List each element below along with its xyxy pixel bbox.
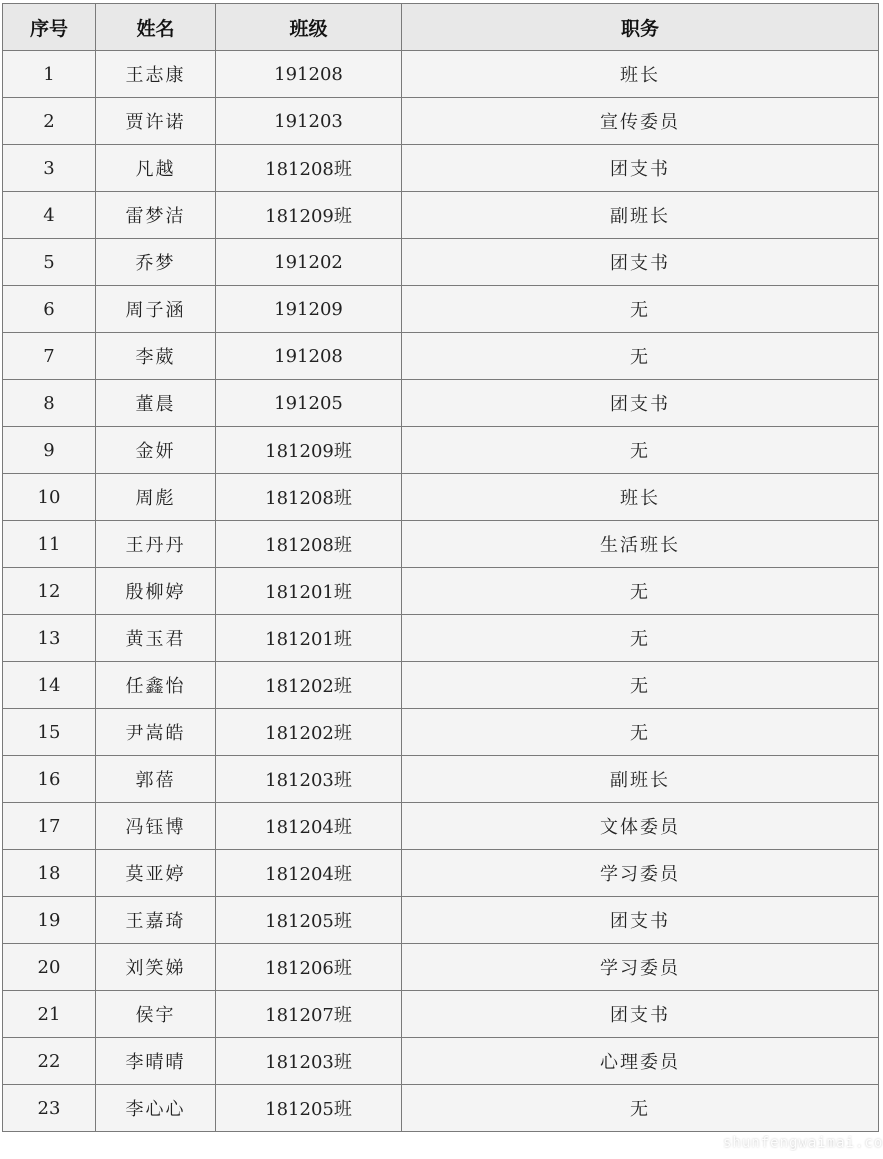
cell-class: 191203 [216, 98, 402, 145]
cell-position: 无 [402, 333, 879, 380]
cell-index: 4 [3, 192, 96, 239]
cell-class: 181209班 [216, 192, 402, 239]
cell-class: 191202 [216, 239, 402, 286]
cell-index: 2 [3, 98, 96, 145]
table-row [3, 145, 879, 192]
cell-position: 无 [402, 1085, 879, 1132]
table-row [3, 427, 879, 474]
cell-index: 13 [3, 615, 96, 662]
cell-name: 莫亚婷 [96, 850, 216, 897]
header-position: 职务 [402, 4, 879, 51]
cell-class: 181203班 [216, 756, 402, 803]
cell-index: 3 [3, 145, 96, 192]
cell-index: 1 [3, 51, 96, 98]
cell-class: 181205班 [216, 897, 402, 944]
student-table-wrapper [2, 3, 878, 1132]
cell-class: 181205班 [216, 1085, 402, 1132]
cell-name: 李晴晴 [96, 1038, 216, 1085]
cell-index: 23 [3, 1085, 96, 1132]
table-row [3, 944, 879, 991]
cell-name: 王志康 [96, 51, 216, 98]
cell-position: 团支书 [402, 145, 879, 192]
cell-class: 191208 [216, 333, 402, 380]
table-row [3, 98, 879, 145]
cell-name: 董晨 [96, 380, 216, 427]
cell-position: 团支书 [402, 380, 879, 427]
table-row [3, 380, 879, 427]
cell-index: 14 [3, 662, 96, 709]
table-row [3, 521, 879, 568]
cell-name: 黄玉君 [96, 615, 216, 662]
table-row [3, 615, 879, 662]
cell-index: 5 [3, 239, 96, 286]
table-row [3, 803, 879, 850]
cell-index: 6 [3, 286, 96, 333]
table-row [3, 333, 879, 380]
cell-index: 16 [3, 756, 96, 803]
cell-position: 生活班长 [402, 521, 879, 568]
cell-name: 李葳 [96, 333, 216, 380]
cell-class: 181207班 [216, 991, 402, 1038]
table-row [3, 474, 879, 521]
cell-index: 19 [3, 897, 96, 944]
watermark-text: shunfengwaimai.co [723, 1135, 883, 1151]
cell-index: 8 [3, 380, 96, 427]
cell-name: 刘笑娣 [96, 944, 216, 991]
cell-position: 文体委员 [402, 803, 879, 850]
cell-index: 21 [3, 991, 96, 1038]
cell-position: 班长 [402, 51, 879, 98]
cell-position: 无 [402, 615, 879, 662]
table-row [3, 51, 879, 98]
cell-name: 贾许诺 [96, 98, 216, 145]
table-row [3, 1038, 879, 1085]
cell-name: 金妍 [96, 427, 216, 474]
table-row [3, 192, 879, 239]
cell-name: 王丹丹 [96, 521, 216, 568]
cell-name: 任鑫怡 [96, 662, 216, 709]
cell-class: 181208班 [216, 521, 402, 568]
cell-index: 18 [3, 850, 96, 897]
table-row [3, 991, 879, 1038]
cell-name: 周子涵 [96, 286, 216, 333]
cell-position: 团支书 [402, 897, 879, 944]
cell-class: 181204班 [216, 850, 402, 897]
cell-name: 王嘉琦 [96, 897, 216, 944]
cell-position: 团支书 [402, 239, 879, 286]
cell-index: 12 [3, 568, 96, 615]
cell-class: 181203班 [216, 1038, 402, 1085]
cell-class: 181209班 [216, 427, 402, 474]
cell-position: 无 [402, 662, 879, 709]
table-row [3, 850, 879, 897]
table-row [3, 662, 879, 709]
cell-class: 181202班 [216, 709, 402, 756]
cell-position: 学习委员 [402, 850, 879, 897]
cell-name: 郭蓓 [96, 756, 216, 803]
cell-index: 15 [3, 709, 96, 756]
cell-position: 班长 [402, 474, 879, 521]
cell-index: 11 [3, 521, 96, 568]
cell-name: 凡越 [96, 145, 216, 192]
cell-name: 殷柳婷 [96, 568, 216, 615]
cell-name: 冯钰博 [96, 803, 216, 850]
cell-class: 181208班 [216, 474, 402, 521]
cell-position: 心理委员 [402, 1038, 879, 1085]
cell-class: 191205 [216, 380, 402, 427]
cell-position: 无 [402, 286, 879, 333]
cell-index: 9 [3, 427, 96, 474]
cell-position: 无 [402, 568, 879, 615]
table-body [3, 51, 879, 1132]
cell-class: 191208 [216, 51, 402, 98]
cell-position: 无 [402, 709, 879, 756]
cell-name: 乔梦 [96, 239, 216, 286]
cell-class: 181202班 [216, 662, 402, 709]
cell-position: 副班长 [402, 756, 879, 803]
student-officer-table [2, 3, 879, 1132]
cell-name: 李心心 [96, 1085, 216, 1132]
cell-position: 副班长 [402, 192, 879, 239]
cell-name: 周彪 [96, 474, 216, 521]
cell-name: 侯宇 [96, 991, 216, 1038]
cell-class: 191209 [216, 286, 402, 333]
cell-index: 22 [3, 1038, 96, 1085]
cell-position: 团支书 [402, 991, 879, 1038]
cell-position: 宣传委员 [402, 98, 879, 145]
cell-class: 181201班 [216, 568, 402, 615]
cell-index: 20 [3, 944, 96, 991]
table-row [3, 1085, 879, 1132]
header-index: 序号 [3, 4, 96, 51]
cell-class: 181206班 [216, 944, 402, 991]
table-row [3, 709, 879, 756]
table-header-row [3, 4, 879, 51]
cell-name: 雷梦洁 [96, 192, 216, 239]
cell-class: 181201班 [216, 615, 402, 662]
cell-class: 181204班 [216, 803, 402, 850]
table-row [3, 239, 879, 286]
cell-position: 学习委员 [402, 944, 879, 991]
table-row [3, 897, 879, 944]
table-row [3, 756, 879, 803]
cell-index: 10 [3, 474, 96, 521]
header-name: 姓名 [96, 4, 216, 51]
cell-class: 181208班 [216, 145, 402, 192]
cell-index: 7 [3, 333, 96, 380]
header-class: 班级 [216, 4, 402, 51]
table-row [3, 568, 879, 615]
cell-name: 尹嵩皓 [96, 709, 216, 756]
cell-position: 无 [402, 427, 879, 474]
table-row [3, 286, 879, 333]
cell-index: 17 [3, 803, 96, 850]
